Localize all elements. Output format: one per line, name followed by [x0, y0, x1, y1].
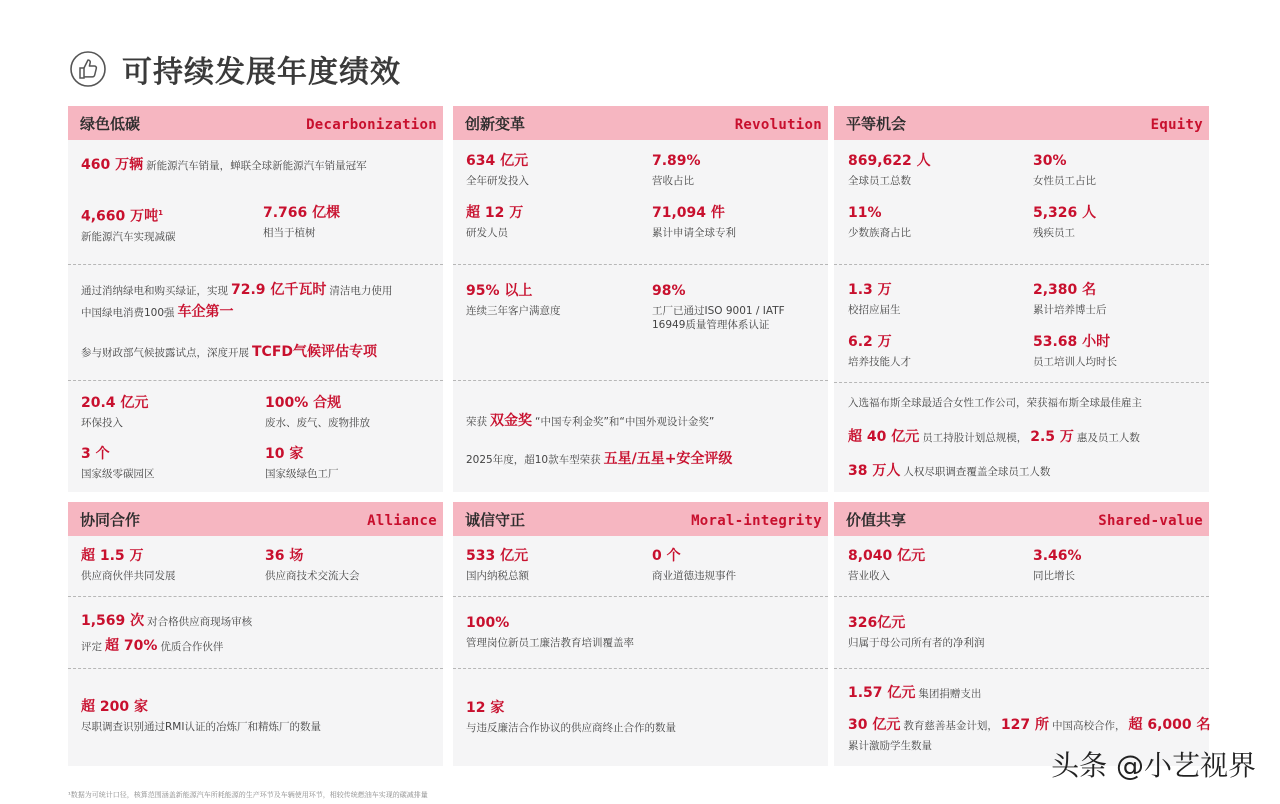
panel-english-title: Alliance	[367, 513, 437, 529]
stat-female-ratio: 30% 女性员工占比	[1033, 153, 1096, 187]
stat-employees: 869,622 人 全球员工总数	[848, 153, 931, 187]
stat-disabled-employees: 5,326 人 残疾员工	[1033, 205, 1097, 239]
panel-revolution	[453, 106, 828, 492]
stat-revenue: 8,040 亿元 营业收入	[848, 548, 926, 582]
text-safety-rating: 2025年度，超10款车型荣获 五星/五星+安全评级	[466, 451, 733, 467]
stat-green-factories: 10 家 国家级绿色工厂	[265, 446, 339, 480]
panel-english-title: Decarbonization	[306, 117, 437, 133]
page-header	[68, 44, 401, 94]
panel-shared-value	[834, 502, 1209, 766]
text-donations: 1.57 亿元 集团捐赠支出	[848, 685, 982, 701]
panel-english-title: Revolution	[734, 117, 822, 133]
panel-title: 价值共享	[846, 510, 907, 529]
panel-title: 协同合作	[80, 510, 141, 529]
stat-training-hours: 53.68 小时 员工培训人均时长	[1033, 334, 1117, 368]
text-forbes: 入选福布斯全球最适合女性工作公司，荣获福布斯全球最佳雇主	[848, 397, 1142, 409]
stat-compliance: 100% 合规 废水、废气、废物排放	[265, 395, 370, 429]
text-human-rights: 38 万人 人权尽职调查覆盖全球员工人数	[848, 463, 1051, 479]
text-stock-plan: 超 40 亿元 员工持股计划总规模， 2.5 万 惠及员工人数	[848, 429, 1140, 445]
panel-header	[453, 106, 828, 140]
panel-decarbonization	[68, 106, 443, 492]
stat-growth: 3.46% 同比增长	[1033, 548, 1082, 582]
thumbs-up-icon	[68, 49, 108, 89]
footnote: ¹数据为可统计口径，核算范围涵盖新能源汽车所耗能源的生产环节及车辆使用环节，相较传统燃油车实现的碳减排量	[68, 791, 428, 799]
stat-rd-staff: 超 12 万 研发人员	[466, 205, 524, 239]
stat-minority-ratio: 11% 少数族裔占比	[848, 205, 911, 239]
text-patent-award: 荣获 双金奖 “中国专利金奖”和“中国外观设计金奖”	[466, 413, 715, 429]
stat-tech-conferences: 36 场 供应商技术交流大会	[265, 548, 360, 582]
divider	[68, 668, 443, 669]
panel-english-title: Equity	[1150, 117, 1203, 133]
stat-patents: 71,094 件 累计申请全球专利	[652, 205, 736, 239]
divider	[68, 380, 443, 381]
stat-zero-carbon-parks: 3 个 国家级零碳园区	[81, 446, 155, 480]
divider	[834, 264, 1209, 265]
watermark: 头条 @小艺视界	[1051, 749, 1256, 782]
panel-title: 绿色低碳	[80, 114, 141, 133]
panel-title: 平等机会	[846, 114, 907, 133]
stat-postdocs: 2,380 名 累计培养博士后	[1033, 282, 1107, 316]
stat-iso-certification: 98% 工厂已通过ISO 9001 / IATF 16949质量管理体系认证	[652, 283, 785, 331]
divider	[453, 596, 828, 597]
page-title: 可持续发展年度绩效	[122, 55, 401, 90]
panel-english-title: Shared-value	[1098, 513, 1203, 529]
stat-trees: 7.766 亿棵 相当于植树	[263, 205, 341, 239]
divider	[834, 596, 1209, 597]
panel-alliance	[68, 502, 443, 766]
stat-ethics-violations: 0 个 商业道德违规事件	[652, 548, 736, 582]
text-education-fund: 30 亿元 教育慈善基金计划， 127 所 中国高校合作， 超 6,000 名	[848, 717, 1211, 733]
stat-satisfaction: 95% 以上 连续三年客户满意度	[466, 283, 561, 317]
stat-taxes: 533 亿元 国内纳税总额	[466, 548, 529, 582]
text-green-ranking: 中国绿电消费100强 车企第一	[81, 304, 234, 320]
stat-net-profit: 326亿元 归属于母公司所有者的净利润	[848, 615, 985, 649]
stat-env-investment: 20.4 亿元 环保投入	[81, 395, 149, 429]
stat-rd-investment: 634 亿元 全年研发投入	[466, 153, 529, 187]
panel-title: 创新变革	[465, 114, 526, 133]
divider	[453, 264, 828, 265]
stat-ev-sales: 460 万辆 新能源汽车销量，蝉联全球新能源汽车销量冠军	[81, 157, 367, 173]
panel-header	[68, 106, 443, 140]
panel-header	[453, 502, 828, 536]
text-supplier-audits: 1,569 次 对合格供应商现场审核	[81, 613, 253, 629]
stat-suppliers: 超 1.5 万 供应商伙伴共同发展	[81, 548, 176, 582]
stat-rmi-smelters: 超 200 家 尽职调查识别通过RMI认证的冶炼厂和精炼厂的数量	[81, 699, 321, 733]
divider	[453, 668, 828, 669]
stat-skilled-talent: 6.2 万 培养技能人才	[848, 334, 911, 368]
panel-title: 诚信守正	[465, 510, 526, 529]
stat-revenue-share: 7.89% 营收占比	[652, 153, 701, 187]
panel-header	[834, 106, 1209, 140]
panel-moral-integrity	[453, 502, 828, 766]
text-green-power: 通过消纳绿电和购买绿证，实现 72.9 亿千瓦时 清洁电力使用	[81, 282, 393, 298]
divider	[68, 264, 443, 265]
stat-carbon-reduction: 4,660 万吨$^1$ 新能源汽车实现减碳	[81, 208, 176, 243]
text-students: 累计激励学生数量	[848, 740, 932, 752]
panel-header	[68, 502, 443, 536]
divider	[834, 382, 1209, 383]
divider	[834, 668, 1209, 669]
panel-equity	[834, 106, 1209, 492]
panel-header	[834, 502, 1209, 536]
stat-terminated-suppliers: 12 家 与违反廉洁合作协议的供应商终止合作的数量	[466, 700, 676, 734]
divider	[453, 380, 828, 381]
stat-integrity-training: 100% 管理岗位新员工廉洁教育培训覆盖率	[466, 615, 634, 649]
stat-graduates: 1.3 万 校招应届生	[848, 282, 901, 316]
text-quality-partners: 评定 超 70% 优质合作伙伴	[81, 638, 224, 654]
divider	[68, 596, 443, 597]
text-tcfd: 参与财政部气候披露试点，深度开展 TCFD气候评估专项	[81, 344, 378, 360]
panel-english-title: Moral-integrity	[691, 513, 822, 529]
